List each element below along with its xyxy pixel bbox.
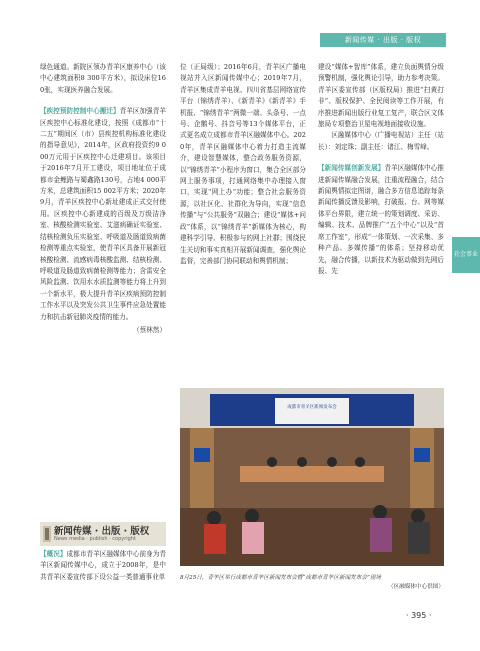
paragraph-text: 青羊区加强青羊区疾控中心标准化建设，按照《成都市“十二五”期间区（市）县疾控机构标准化建设的指导意见》，2014年，区政府投资约9 000万元用于区疾控中心迁建项目。该项目于2016年7月开工建设，项目地址位于成都市金鲤路与蜀鑫路130号，占地4 000平方米，总建筑面积15 002平方米；2020年9月，青羊区疾控中心新址建成正式交付使用。区疾控中心新建成的百级及万级洁净室、核酸检测实验室、艾滋病确证实验室、结核检测负压实验室、呼吸道及肠道致病菌检测等重点实验室，使青羊区具备开展新冠核酸检测、流感病毒核酸监测、结核检测、呼吸道及肠道致病菌检测等能力；含雷安全风险监测、饮用水水质监测等能力将上升到一个新水平，极大提升青羊区疾病预防控制工作水平以及突发公共卫生事件应急处置能力和抗击新冠肺炎疫情的能力。: [40, 107, 167, 321]
paragraph: 区融媒体中心（广播电视站）主任（站长）：刘定珠；副主任：诸江、梅雪峰。: [318, 131, 444, 151]
page-number: · 395 ·: [406, 611, 432, 620]
caption-text: 8月25日，青羊区举行成都市青羊区新闻发布会暨“成都市青羊区新闻发布会”现场: [180, 575, 381, 581]
paragraph: [40, 549, 166, 583]
banner-title: 新闻传媒 · 出版 · 版权: [54, 526, 150, 537]
side-tab: [452, 237, 480, 273]
paragraph: [40, 106, 166, 323]
side-tab-label: 社会事业: [453, 251, 478, 258]
section-tag: 【疾控预防控制中心搬迁】: [40, 107, 120, 116]
banner-icon: [42, 525, 52, 543]
event-photo: [180, 388, 444, 566]
author-signature: （蔡林然）: [133, 325, 166, 334]
section-tag: 【新闻传媒创新发展】: [318, 164, 385, 173]
banner-subtitle: News media · publish · copyright: [54, 536, 136, 542]
screen-text: 成都市青羊区新闻发布会: [287, 405, 337, 410]
paragraph: [318, 163, 444, 277]
paragraph-text: 青羊区融媒体中心推进新闻传媒融合发展，注重流程融合，结合新闻舆情拟定图谱，融合多方信息追踪每条新闻传播反馈及影响，打破报、台、网等媒体平台界限，建立统一的策划调度、采访、编辑、技术、品牌推广“五个中心”以及“首席工作室”，形成“一体策划、一次采集、多种产品、多媒传播”的体系；坚持移动优先，融合传播，以新技术为驱动做到先网后报、先: [318, 164, 445, 275]
column-3: [318, 62, 444, 277]
paragraph-text: 成都市青羊区融媒体中心前身为青羊区新闻传媒中心，成立于2008年，是中共青羊区委宣传部下设公益一类普通事业单: [40, 550, 167, 581]
section-tag: 【概况】: [40, 550, 67, 558]
paragraph: 位（正局级）；2016年6月，青羊区广播电视站并入区新闻传媒中心；2019年7月，青羊区集成青羊电视、四川省基层网络宣传平台（锦绣青羊）、《新青羊》《新青羊》手机报、“锦绣青羊”两微一端、头条号、一点号、企鹅号、抖音号等13个媒体平台，正式更名成立成都市青羊区融媒体中心。2020年，青羊区融媒体中心着力打造主流媒介，建设智慧媒体，整合政务服务资源，以“锦绣青羊”小程序为窗口，集合全区部分网上服务事项，打通网络集中办理接入窗口，实现“网上办”功能；整合社会服务资源，以社区化、社群化为导向，实现“信息传播”与“公共服务”双融合；建设“媒体+问政”体系，以“锦绣青羊”新媒体为核心，构建科学引导、积极参与的网上社群；围绕民生关切和事实真相开展新闻调查，强化舆论监督，完善部门协同联动和舆情机制；: [180, 63, 306, 265]
paragraph: 绿色通道。新院区领办青羊区康养中心（该中心建筑面积8 300平方米），拟设床位160张，实现医养融合发展。: [40, 63, 166, 94]
column-1-bottom: [40, 549, 166, 583]
column-2: [180, 62, 306, 267]
column-1: [40, 62, 166, 336]
paragraph: 建设“媒体+智库”体系，建立负面舆情分级预警机制，强化舆论引导，助力参考决策。青羊区委宣传部（区版权局）推进“扫黄打非”、版权保护、全民阅读等工作开展，有序推进新闻出版行业复工复产，联合区文体旅局专项整治卫星电视地面接收设施。: [318, 63, 444, 129]
photo-illustration: [180, 388, 444, 566]
section-banner: [40, 522, 166, 546]
caption-credit: （区融媒体中心供图）: [388, 584, 444, 590]
section-header: 新闻传媒 · 出版 · 版权: [320, 33, 446, 47]
photo-caption: [180, 574, 444, 590]
